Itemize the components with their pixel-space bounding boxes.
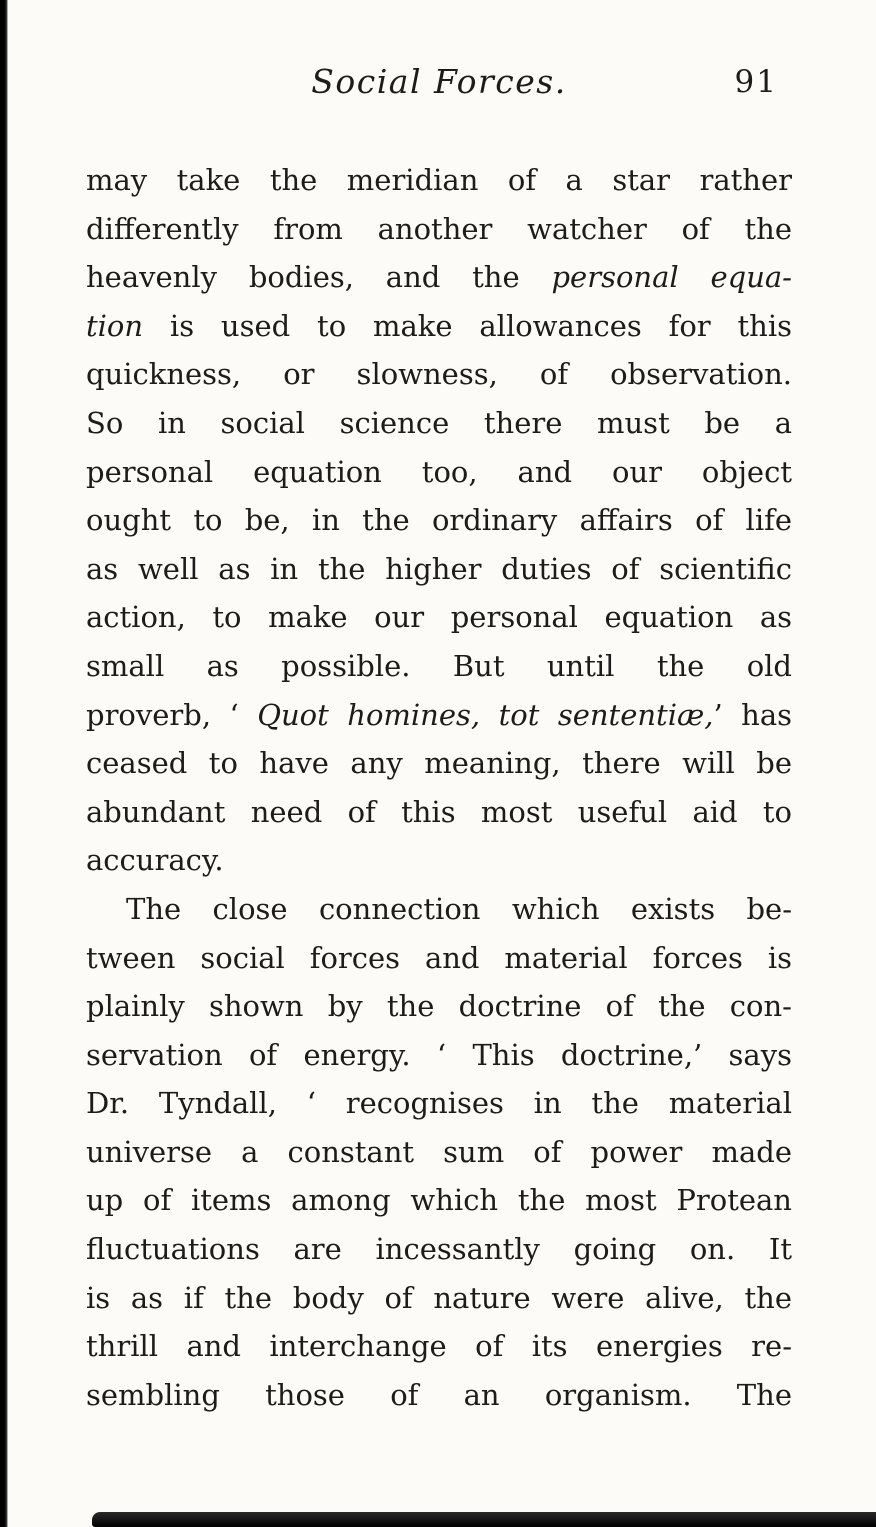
text-line: [86, 1079, 792, 1128]
text-line: [86, 1322, 792, 1371]
text-segment: universe a constant sum of power made: [86, 1134, 792, 1169]
text-line: [86, 1176, 792, 1225]
text-segment: small as possible. But until the old: [86, 648, 792, 683]
italic-text-segment: Quot homines, tot sententiæ,: [257, 697, 714, 732]
text-segment: fluctuations are incessantly going on. It: [86, 1232, 792, 1267]
text-segment: personal equation too, and our object: [86, 454, 792, 489]
text-segment: So in social science there must be a: [86, 405, 792, 440]
scan-edge-bottom: [92, 1512, 876, 1527]
text-segment: abundant need of this most useful aid to: [86, 794, 792, 829]
text-segment: action, to make our personal equation as: [86, 600, 792, 635]
text-segment: The close connection which exists be-: [126, 891, 792, 926]
text-line: [86, 1371, 792, 1420]
text-segment: sembling those of an organism. The: [86, 1377, 792, 1412]
text-line: [86, 253, 792, 302]
text-line: [86, 739, 792, 788]
text-line: [86, 982, 792, 1031]
text-line: [86, 885, 792, 934]
text-line: [86, 934, 792, 983]
text-line: [86, 448, 792, 497]
text-segment: plainly shown by the doctrine of the con-: [86, 989, 792, 1024]
text-segment: accuracy.: [86, 843, 224, 878]
text-line: [86, 302, 792, 351]
text-line: [86, 1274, 792, 1323]
text-line: [86, 399, 792, 448]
text-segment: quickness, or slowness, of observation.: [86, 357, 792, 392]
text-line: [86, 642, 792, 691]
text-segment: thrill and interchange of its energies re-: [86, 1329, 792, 1364]
text-segment: Dr. Tyndall, ‘ recognises in the material: [86, 1086, 792, 1121]
text-segment: proverb, ‘: [86, 697, 258, 732]
text-segment: servation of energy. ‘ This doctrine,’ says: [86, 1037, 792, 1072]
text-line: [86, 836, 792, 885]
text-line: [86, 788, 792, 837]
text-segment: up of items among which the most Protean: [86, 1183, 792, 1218]
text-segment: ceased to have any meaning, there will be: [86, 746, 792, 781]
text-segment: as well as in the higher duties of scientific: [86, 551, 792, 586]
page-number: 91: [734, 64, 778, 100]
page-body: [86, 156, 792, 1419]
text-line: [86, 156, 792, 205]
book-page: [86, 0, 792, 1419]
text-segment: may take the meridian of a star rather: [86, 163, 792, 197]
text-line: [86, 691, 792, 740]
text-segment: is as if the body of nature were alive, the: [86, 1280, 792, 1315]
italic-text-segment: personal equa-: [551, 260, 792, 295]
running-title: Social Forces.: [311, 62, 567, 101]
text-segment: heavenly bodies, and the: [86, 260, 552, 295]
text-segment: differently from another watcher of the: [86, 211, 792, 246]
text-segment: ought to be, in the ordinary affairs of life: [86, 503, 792, 538]
text-line: [86, 350, 792, 399]
text-line: [86, 545, 792, 594]
text-line: [86, 1128, 792, 1177]
text-segment: is used to make allowances for this: [143, 308, 792, 343]
text-segment: tween social forces and material forces is: [86, 940, 792, 975]
italic-text-segment: tion: [86, 308, 144, 343]
text-line: [86, 496, 792, 545]
page-header: [86, 62, 792, 110]
text-line: [86, 593, 792, 642]
text-line: [86, 1225, 792, 1274]
scan-gutter-shadow: [0, 0, 8, 1527]
text-segment: ’ has: [713, 697, 792, 732]
text-line: [86, 1031, 792, 1080]
text-line: [86, 205, 792, 254]
